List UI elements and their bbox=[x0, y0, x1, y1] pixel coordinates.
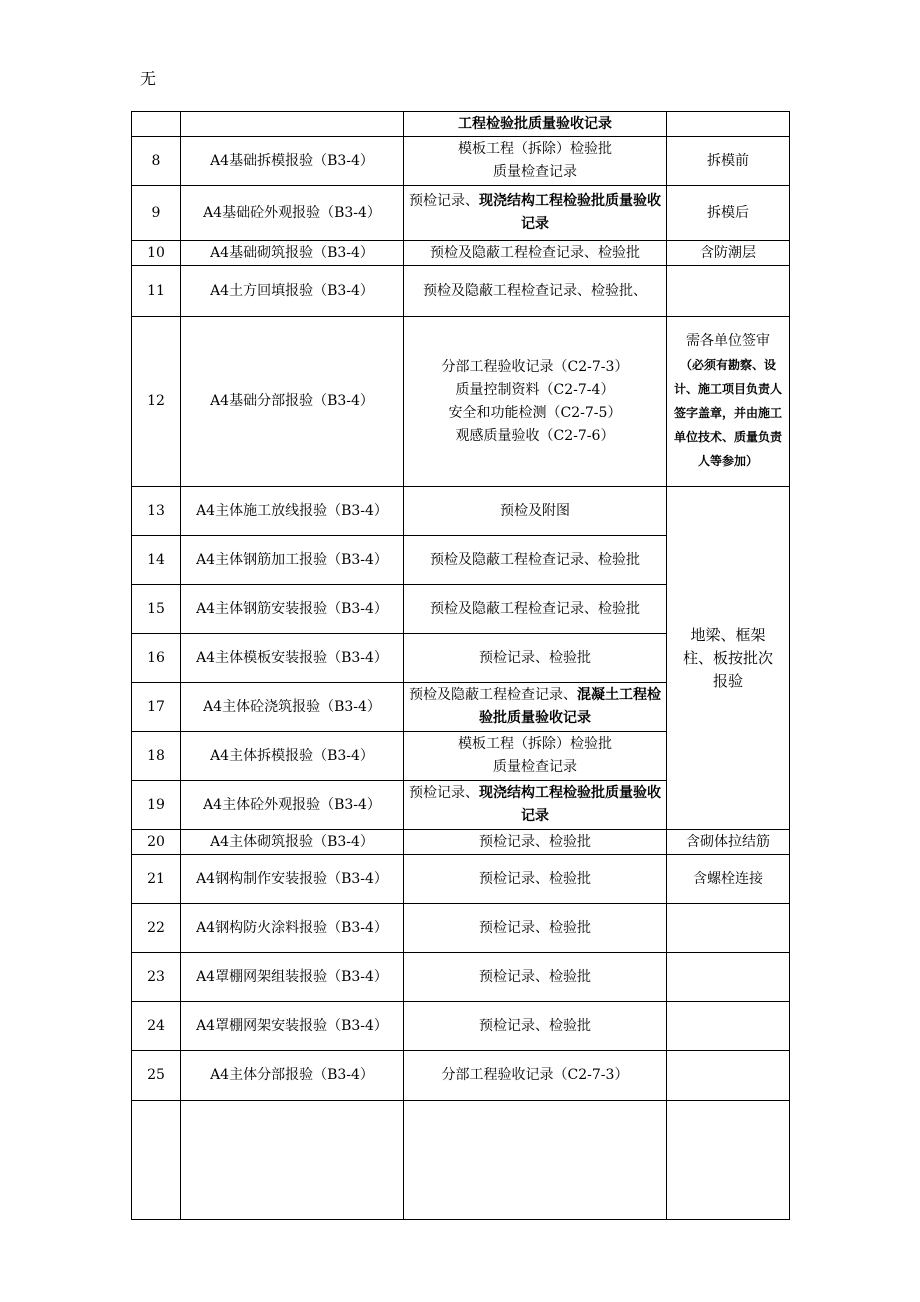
content-cell: 预检记录、检验批 bbox=[404, 1002, 667, 1051]
table-row bbox=[132, 241, 790, 266]
content-cell bbox=[404, 683, 667, 732]
content-cell: 预检记录、检验批 bbox=[404, 953, 667, 1002]
content-plain: 预检及隐蔽工程检查记录、 bbox=[409, 687, 577, 703]
item-cell: A4钢构防火涂料报验（B3-4） bbox=[181, 904, 404, 953]
content-line: 质量控制资料（C2-7-4） bbox=[455, 381, 615, 398]
remark-cell bbox=[667, 112, 790, 137]
table-row bbox=[132, 830, 790, 855]
item-cell: A4主体砼外观报验（B3-4） bbox=[181, 781, 404, 830]
remark-cell bbox=[667, 266, 790, 317]
content-cell: 预检记录、检验批 bbox=[404, 634, 667, 683]
num-cell: 19 bbox=[132, 781, 181, 830]
item-cell: A4罩棚网架安装报验（B3-4） bbox=[181, 1002, 404, 1051]
item-cell: A4主体施工放线报验（B3-4） bbox=[181, 487, 404, 536]
item-cell: A4钢构制作安装报验（B3-4） bbox=[181, 855, 404, 904]
remark-cell: 含螺栓连接 bbox=[667, 855, 790, 904]
item-cell: A4罩棚网架组装报验（B3-4） bbox=[181, 953, 404, 1002]
item-cell: A4主体钢筋安装报验（B3-4） bbox=[181, 585, 404, 634]
content-cell bbox=[404, 732, 667, 781]
merged-remark-cell: 地梁、框架柱、板按批次报验 bbox=[667, 487, 790, 830]
num-cell: 13 bbox=[132, 487, 181, 536]
content-cell: 预检记录、检验批 bbox=[404, 830, 667, 855]
table-row bbox=[132, 904, 790, 953]
content-bold: 现浇结构工程检验批质量验收记录 bbox=[479, 193, 661, 232]
item-cell: A4基础分部报验（B3-4） bbox=[181, 317, 404, 487]
num-cell: 22 bbox=[132, 904, 181, 953]
content-cell bbox=[404, 1101, 667, 1220]
num-cell: 21 bbox=[132, 855, 181, 904]
content-cell bbox=[404, 137, 667, 186]
remark-cell bbox=[667, 1051, 790, 1101]
remark-cell: 拆模后 bbox=[667, 186, 790, 241]
content-plain: 预检记录、 bbox=[409, 785, 479, 801]
num-cell: 10 bbox=[132, 241, 181, 266]
item-cell: A4基础拆模报验（B3-4） bbox=[181, 137, 404, 186]
remark-cell: 含砌体拉结筋 bbox=[667, 830, 790, 855]
table-row bbox=[132, 186, 790, 241]
num-cell: 25 bbox=[132, 1051, 181, 1101]
num-cell: 9 bbox=[132, 186, 181, 241]
content-line: 分部工程验收记录（C2-7-3） bbox=[441, 358, 629, 375]
item-cell: A4主体分部报验（B3-4） bbox=[181, 1051, 404, 1101]
content-cell: 预检及附图 bbox=[404, 487, 667, 536]
content-bold: 混凝土工程检验批质量验收记录 bbox=[479, 687, 661, 726]
num-cell: 12 bbox=[132, 317, 181, 487]
item-cell: A4主体砌筑报验（B3-4） bbox=[181, 830, 404, 855]
item-cell bbox=[181, 112, 404, 137]
table-row bbox=[132, 137, 790, 186]
remark-cell: 含防潮层 bbox=[667, 241, 790, 266]
remark-bold: （必须有勘察、设计、施工项目负责人签字盖章，并由施工单位技术、质量负责人等参加） bbox=[673, 358, 782, 468]
num-cell: 15 bbox=[132, 585, 181, 634]
item-cell: A4基础砼外观报验（B3-4） bbox=[181, 186, 404, 241]
num-cell bbox=[132, 112, 181, 137]
remark-cell: 拆模前 bbox=[667, 137, 790, 186]
table-row bbox=[132, 1101, 790, 1220]
table-row bbox=[132, 953, 790, 1002]
item-cell: A4基础砌筑报验（B3-4） bbox=[181, 241, 404, 266]
item-cell: A4主体砼浇筑报验（B3-4） bbox=[181, 683, 404, 732]
remark-cell bbox=[667, 904, 790, 953]
num-cell: 20 bbox=[132, 830, 181, 855]
table-row bbox=[132, 855, 790, 904]
table-row bbox=[132, 317, 790, 487]
content-cell: 预检及隐蔽工程检查记录、检验批 bbox=[404, 241, 667, 266]
item-cell: A4主体钢筋加工报验（B3-4） bbox=[181, 536, 404, 585]
content-plain: 预检记录、 bbox=[409, 193, 479, 209]
item-cell: A4主体模板安装报验（B3-4） bbox=[181, 634, 404, 683]
num-cell: 17 bbox=[132, 683, 181, 732]
table-row bbox=[132, 1051, 790, 1101]
num-cell bbox=[132, 1101, 181, 1220]
remark-cell bbox=[667, 953, 790, 1002]
item-cell bbox=[181, 1101, 404, 1220]
num-cell: 18 bbox=[132, 732, 181, 781]
content-line: 质量检查记录 bbox=[493, 164, 577, 180]
num-cell: 16 bbox=[132, 634, 181, 683]
num-cell: 23 bbox=[132, 953, 181, 1002]
remark-first: 需各单位签审 bbox=[686, 333, 770, 349]
remark-cell bbox=[667, 1002, 790, 1051]
table-row bbox=[132, 1002, 790, 1051]
content-line: 观感质量验收（C2-7-6） bbox=[455, 427, 615, 444]
content-cell: 预检及隐蔽工程检查记录、检验批 bbox=[404, 585, 667, 634]
content-cell: 预检及隐蔽工程检查记录、检验批、 bbox=[404, 266, 667, 317]
content-cell: 分部工程验收记录（C2-7-3） bbox=[404, 1051, 667, 1101]
num-cell: 8 bbox=[132, 137, 181, 186]
content-cell bbox=[404, 781, 667, 830]
inspection-table bbox=[131, 111, 790, 1220]
content-bold: 现浇结构工程检验批质量验收记录 bbox=[479, 785, 661, 824]
item-cell: A4主体拆模报验（B3-4） bbox=[181, 732, 404, 781]
table-row bbox=[132, 112, 790, 137]
content-cell: 工程检验批质量验收记录 bbox=[404, 112, 667, 137]
num-cell: 11 bbox=[132, 266, 181, 317]
content-cell: 预检及隐蔽工程检查记录、检验批 bbox=[404, 536, 667, 585]
num-cell: 14 bbox=[132, 536, 181, 585]
content-cell: 预检记录、检验批 bbox=[404, 904, 667, 953]
content-cell bbox=[404, 317, 667, 487]
table-row bbox=[132, 487, 790, 536]
content-cell: 预检记录、检验批 bbox=[404, 855, 667, 904]
content-line: 质量检查记录 bbox=[493, 759, 577, 775]
content-line: 安全和功能检测（C2-7-5） bbox=[448, 404, 622, 421]
remark-cell bbox=[667, 317, 790, 487]
content-cell bbox=[404, 186, 667, 241]
content-line: 模板工程（拆除）检验批 bbox=[458, 736, 612, 752]
item-cell: A4土方回填报验（B3-4） bbox=[181, 266, 404, 317]
num-cell: 24 bbox=[132, 1002, 181, 1051]
content-line: 模板工程（拆除）检验批 bbox=[458, 141, 612, 157]
table-row bbox=[132, 266, 790, 317]
header-text: 无 bbox=[140, 69, 157, 88]
remark-cell bbox=[667, 1101, 790, 1220]
